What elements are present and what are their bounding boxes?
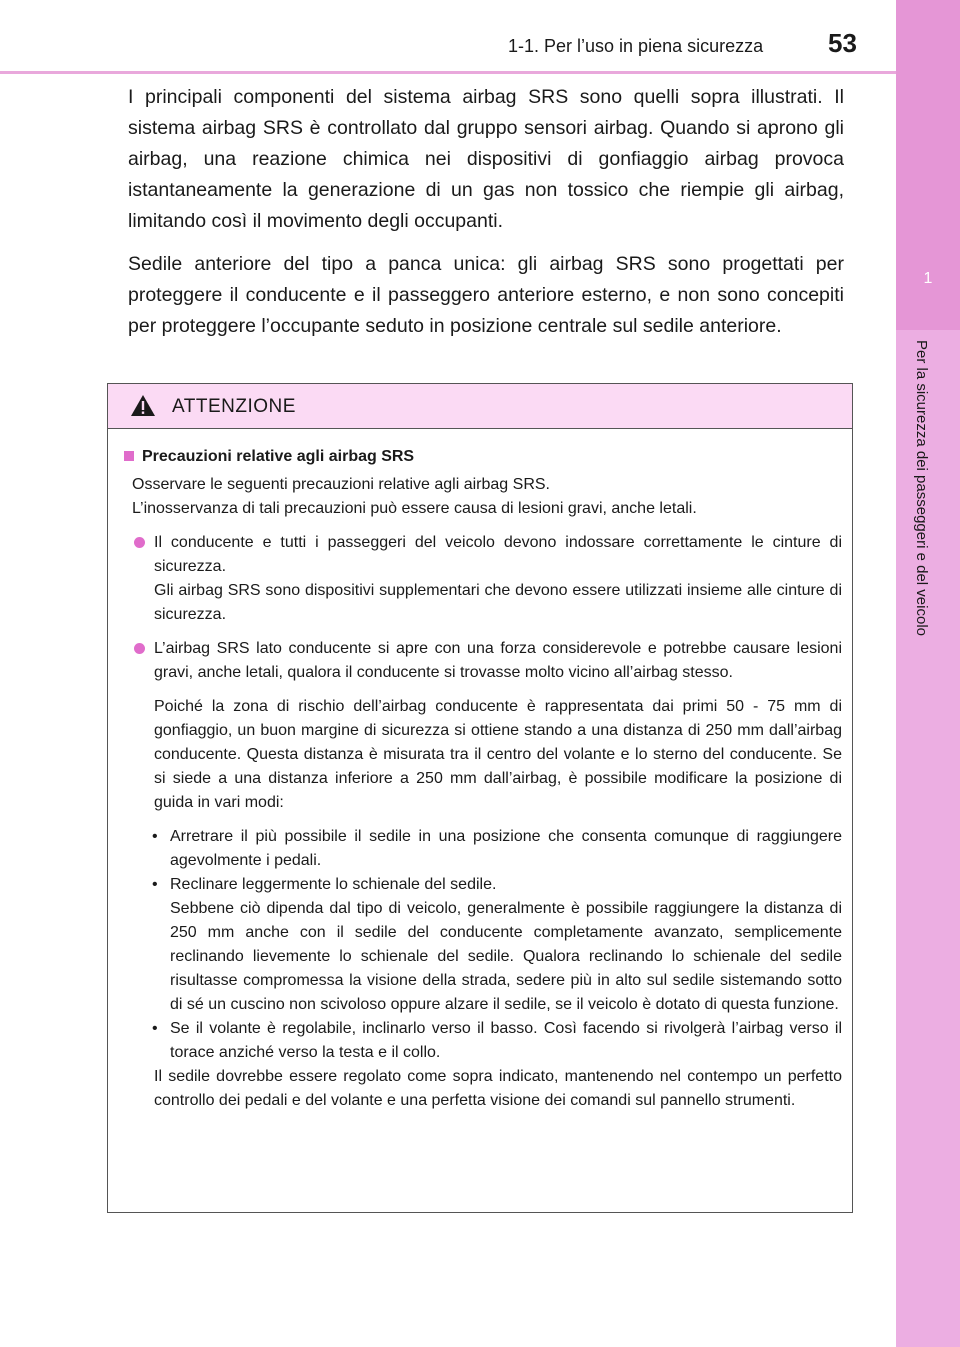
warning-triangle-icon	[130, 394, 156, 417]
bullet-item	[132, 1017, 842, 1065]
intro-line: L’inosservanza di tali precauzioni può essere causa di lesioni gravi, anche letali.	[132, 500, 697, 517]
bullet-text: Sebbene ciò dipenda dal tipo di veicolo, generalmente è possibile raggiungere la distanza di 250 mm anche con il sedile del conducente completamente avanzato, semplicemente reclinando lievemente lo schienale del sedile. Qualora reclinando lo schienale del sedile risultasse compromessa la visione della strada, sedere più in alto sul sedile sistemando sotto di sé un cuscino non scivoloso oppure alzare il sedile, se il veicolo è dotato di questa funzione.	[170, 900, 842, 1013]
warning-body	[108, 429, 852, 1113]
warning-title: ATTENZIONE	[172, 396, 296, 417]
bullet-text: Reclinare leggermente lo schienale del sedile.	[170, 876, 497, 893]
circle-bullet-icon	[134, 537, 145, 548]
bullet-dot: •	[152, 1020, 158, 1037]
section-title: 1-1. Per l’uso in piena sicurezza	[508, 36, 764, 56]
item-text: Gli airbag SRS sono dispositivi supplementari che devono essere utilizzati insieme alle cinture di sicurezza.	[154, 582, 842, 623]
main-text	[128, 82, 844, 354]
intro-line: Osservare le seguenti precauzioni relative agli airbag SRS.	[132, 476, 550, 493]
chapter-tab	[896, 0, 960, 330]
page-number: 53	[828, 28, 857, 58]
item-paragraph: Poiché la zona di rischio dell’airbag conducente è rappresentata dai primi 50 - 75 mm di gonfiaggio, un buon margine di sicurezza si ottiene stando a una distanza di 250 mm dall’airbag conducente. Questa distanza è misurata tra il centro del volante e lo sterno del conducente. Se si siede a una distanza inferiore a 250 mm dall’airbag, è possibile modificare la posizione di guida in vari modi:	[154, 698, 842, 811]
bullet-text: Se il volante è regolabile, inclinarlo verso il basso. Così facendo si rivolgerà l’airbag verso il torace anziché verso la testa e il collo.	[170, 1020, 842, 1061]
header-divider	[0, 71, 896, 74]
circle-bullet-icon	[134, 643, 145, 654]
warning-subheading	[124, 445, 842, 469]
item-text: L’airbag SRS lato conducente si apre con una forza considerevole e potrebbe causare lesioni gravi, anche letali, qualora il conducente si trovasse molto vicino all’airbag stesso.	[154, 640, 842, 681]
bullet-dot: •	[152, 876, 158, 893]
closing-paragraph: Il sedile dovrebbe essere regolato come sopra indicato, mantenendo nel contempo un perfetto controllo dei pedali e del volante e una perfetta visione dei comandi sul pannello strumenti.	[154, 1068, 842, 1109]
bullet-dot: •	[152, 828, 158, 845]
paragraph: I principali componenti del sistema airbag SRS sono quelli sopra illustrati. Il sistema airbag SRS è controllato dal gruppo sensori airbag. Quando si aprono gli airbag, una reazione chimica nei dispositivi di gonfiaggio airbag provoca istantaneamente la generazione di un gas non tossico che riempie gli airbag, limitando così il movimento degli occupanti.	[128, 86, 844, 232]
warning-intro	[132, 473, 842, 521]
chapter-number: 1	[923, 270, 933, 287]
bullet-list	[132, 825, 842, 1065]
paragraph: Sedile anteriore del tipo a panca unica: gli airbag SRS sono progettati per proteggere il conducente e il passeggero anteriore esterno, e non sono concepiti per proteggere l’occupante seduto in posizione centrale sul sedile anteriore.	[128, 253, 844, 337]
list-item	[132, 637, 842, 685]
warning-box	[107, 383, 853, 1213]
list-item	[132, 531, 842, 627]
bullet-item	[132, 873, 842, 1017]
square-bullet-icon	[124, 451, 134, 461]
item-text: Il conducente e tutti i passeggeri del veicolo devono indossare correttamente le cinture di sicurezza.	[154, 534, 842, 575]
subheading-text: Precauzioni relative agli airbag SRS	[142, 448, 415, 465]
chapter-title: Per la sicurezza dei passeggeri e del veicolo	[913, 340, 930, 636]
bullet-item	[132, 825, 842, 873]
page-header	[0, 0, 896, 74]
warning-header	[108, 384, 852, 429]
bullet-text: Arretrare il più possibile il sedile in una posizione che consenta comunque di raggiungere agevolmente i pedali.	[170, 828, 842, 869]
chapter-sidebar	[896, 0, 960, 1347]
